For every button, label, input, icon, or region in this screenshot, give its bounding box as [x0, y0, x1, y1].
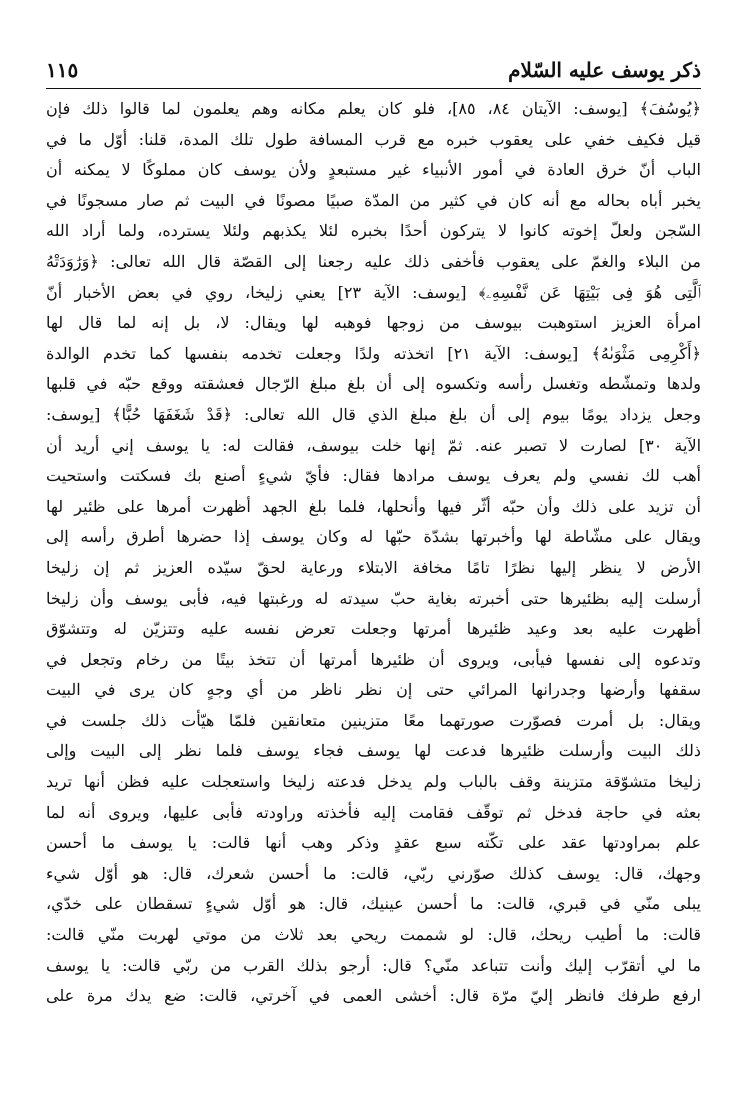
- text-line: يبلى منّي في قبري، قالت: ما أحسن عينيك، قال: هو أوّل شيءٍ تسقطان على خدّي،: [46, 894, 701, 914]
- page-header: [46, 52, 701, 88]
- text-line: علم بمراودتها عقد على تكّته سبع عقدٍ وذكر وهب أنها قالت: يا يوسف ما أحسن: [46, 833, 701, 853]
- text-line: من البلاء والغمّ على يعقوب فأخفى ذلك عليه رجعنا إلى القصّة قال الله تعالى: ﴿وَرَٰوَدَتْهُ: [46, 251, 701, 271]
- text-line: ﴿أَكْرِمِى مَثْوَىٰهُ﴾ [يوسف: الآية ٢١] اتخذته ولدًا وجعلت تخدمه بنفسها كما تخدم الوالدة: [46, 343, 701, 363]
- text-line: ٱلَّتِى هُوَ فِى بَيْتِهَا عَن نَّفْسِهِۦ﴾ [يوسف: الآية ٢٣] يعني زليخا، روي في بعض الأخبار أنّ: [46, 282, 701, 302]
- text-line: ذلك البيت وأرسلت ظئيرها فدعت لها يوسف فجاء يوسف فلما نظر إلى البيت وإلى: [46, 741, 701, 761]
- text-line: ارفع طرفك فانظر إليّ مرّة قال: أخشى العمى في آخرتي، قالت: ضع يدك مرة على: [46, 986, 701, 1006]
- text-line: ويقال: بل أمرت فصوّرت صورتهما معًا متزينين متعانقين فلمّا هيّأت ذلك جلست في: [46, 710, 701, 730]
- text-line: وجهك، قال: يوسف كذلك صوّرني ربّي، قالت: ما أحسن شعرك، قال: هو أوّل شيء: [46, 863, 701, 883]
- text-line: أظهرت عليه بعد وعيد ظئيرها أمرتها وجعلت تعرض نفسه عليه وتتزيّن له وتتشوّق: [46, 619, 701, 639]
- running-title: ذكر يوسف عليه السّلام: [508, 58, 701, 82]
- text-line: سقفها وأرضها وجدرانها المرائي حتى إن نظر ناظر من أي وجهٍ كان يرى في البيت: [46, 680, 701, 700]
- text-line: ولدها وتمشّطه وتغسل رأسه وتكسوه إلى أن بلغ مبلغ الرّجال فعشقته ووقع حبّه في قلبها: [46, 374, 701, 394]
- text-line: قالت: ما أطيب ريحك، قال: لو شممت ريحي بعد ثلاث من موتي لهربت منّي قالت:: [46, 925, 701, 945]
- page-number: ١١٥: [46, 58, 79, 82]
- text-line: يخبر أباه بحاله مع أنه كان في كثير من المدّة صبيًا مصونًا في البيت ثم صار مسجونًا في: [46, 190, 701, 210]
- text-line: الآية ٣٠] لصارت لا تصبر عنه. ثمّ إنها خلت بيوسف، فقالت له: يا يوسف إني أريد أن: [46, 435, 701, 455]
- text-line: أن تزيد على ذلك وأن حبّه أثّر فيها وأنحلها، فلما بلغ الجهد أظهرت أمرها على ظئير لها: [46, 496, 701, 516]
- text-line: قيل فكيف خفي على يعقوب خبره مع قرب المسافة طول تلك المدة، قلنا: أوّل ما في: [46, 129, 701, 149]
- text-line: بعثه في حاجة فدخل ثم توقّف فقامت إليه فأخذته وراودته فأبى عليها، ويروى أنه لما: [46, 802, 701, 822]
- text-line: ويقال على مشّاطة لها وأخبرتها بشدّة حبّها له وكان يوسف إذا حضرها أطرق رأسه إلى: [46, 527, 701, 547]
- text-line: ما لي أتقرّب إليك وأنت تتباعد منّي؟ قال: أرجو بذلك القرب من ربّي قالت: يا يوسف: [46, 955, 701, 975]
- text-line: ﴿يُوسُفَ﴾ [يوسف: الآيتان ٨٤، ٨٥]، فلو كان يعلم مكانه وهم يعلمون لما قالوا ذلك فإن: [46, 99, 701, 118]
- text-line: زليخا متشوّقة متزينة وقف بالباب ولم يدخل فدعته زليخا واستعجلت عليه فظن أنها تريد: [46, 772, 701, 792]
- header-rule: [46, 88, 701, 89]
- text-line: وتدعوه إلى نفسها فيأبى، ويروى أن ظئيرها أمرتها أن تتخذ بيتًا من رخام وتجعل في: [46, 649, 701, 669]
- text-line: السّجن ولعلّ إخوته كانوا لا يتركون أحدًا بخبره لئلا يكذبهم ولئلا يسترده، ولما أراد الله: [46, 221, 701, 241]
- text-line: وجعل يزداد يومًا بيوم إلى أن بلغ مبلغ الذي قال الله تعالى: ﴿قَدْ شَغَفَهَا حُبًّا﴾ [يوسف:: [46, 404, 701, 424]
- text-line: أرسلت إليه بظئيرها حتى أخبرته بغاية حبّ سيدته له ورغبتها فيه، فأبى يوسف وأن زليخا: [46, 588, 701, 608]
- body-text: [46, 94, 701, 1012]
- text-line: امرأة العزيز استوهبت بيوسف من زوجها فوهبه لها ويقال: لا، بل إنه لما قال لها: [46, 313, 701, 333]
- text-line: الأرض لا ينظر إليها نظرًا تامًا مخافة الابتلاء ورعاية لحقّ سيّده العزيز ثم إن زليخا: [46, 557, 701, 577]
- text-line: أهب لك نفسي ولم يعرف يوسف مرادها فقال: فأيّ شيءٍ أصنع بك فسكتت واستحيت: [46, 466, 701, 486]
- text-line: الباب أنّ خرق العادة في أمور الأنبياء غير مستبعدٍ ولأن يوسف كان مملوكًا لا يمكنه أن: [46, 160, 701, 180]
